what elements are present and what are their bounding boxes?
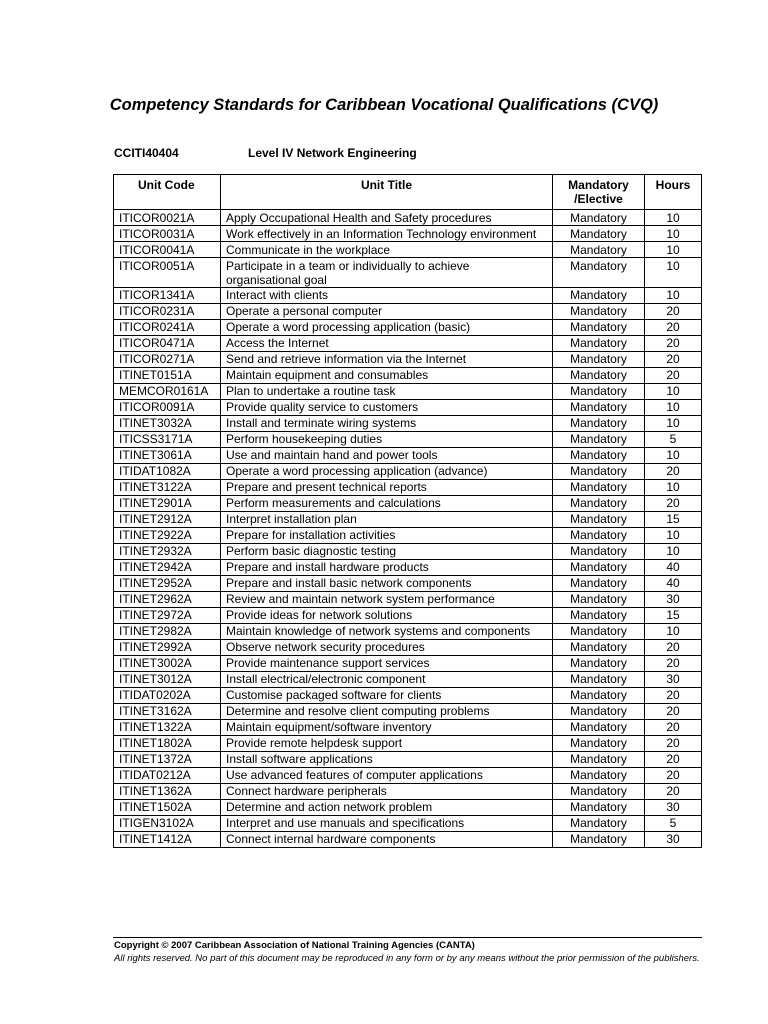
unit-code-cell: ITICOR1341A [114,287,221,303]
unit-title-cell: Perform housekeeping duties [221,431,553,447]
unit-title-cell: Maintain equipment/software inventory [221,719,553,735]
table-body [114,210,702,848]
hours-cell: 10 [645,383,702,399]
qualification-code: CCITI40404 [114,146,179,160]
hours-cell: 10 [645,210,702,226]
mandatory-elective-cell: Mandatory [553,671,645,687]
unit-code-cell: ITICOR0041A [114,242,221,258]
unit-code-cell: ITINET2932A [114,543,221,559]
unit-title-cell: Send and retrieve information via the Internet [221,351,553,367]
unit-title-cell: Interpret and use manuals and specifications [221,815,553,831]
mandatory-elective-cell: Mandatory [553,623,645,639]
table-row [114,258,702,288]
table-row [114,319,702,335]
mandatory-elective-cell: Mandatory [553,210,645,226]
table-row [114,287,702,303]
header-unit-title: Unit Title [221,175,553,210]
unit-title-cell: Provide remote helpdesk support [221,735,553,751]
mandatory-elective-cell: Mandatory [553,639,645,655]
unit-title-cell: Provide maintenance support services [221,655,553,671]
header-mandatory: Mandatory [568,178,629,192]
mandatory-elective-cell: Mandatory [553,751,645,767]
hours-cell: 20 [645,367,702,383]
hours-cell: 15 [645,511,702,527]
unit-code-cell: ITINET3002A [114,655,221,671]
mandatory-elective-cell: Mandatory [553,258,645,288]
unit-code-cell: ITINET1362A [114,783,221,799]
unit-title-cell: Plan to undertake a routine task [221,383,553,399]
unit-code-cell: ITINET3012A [114,671,221,687]
table-row [114,703,702,719]
unit-title-cell: Use advanced features of computer applications [221,767,553,783]
hours-cell: 20 [645,719,702,735]
hours-cell: 20 [645,655,702,671]
mandatory-elective-cell: Mandatory [553,479,645,495]
table-row [114,815,702,831]
mandatory-elective-cell: Mandatory [553,242,645,258]
unit-title-cell: Operate a personal computer [221,303,553,319]
mandatory-elective-cell: Mandatory [553,575,645,591]
unit-title-cell: Maintain knowledge of network systems and components [221,623,553,639]
unit-code-cell: ITICOR0231A [114,303,221,319]
unit-code-cell: ITINET0151A [114,367,221,383]
table-row [114,335,702,351]
hours-cell: 20 [645,319,702,335]
unit-title-cell: Determine and resolve client computing problems [221,703,553,719]
hours-cell: 10 [645,447,702,463]
table-row [114,447,702,463]
table-row [114,527,702,543]
unit-title-cell: Use and maintain hand and power tools [221,447,553,463]
hours-cell: 10 [645,415,702,431]
unit-code-cell: ITINET1802A [114,735,221,751]
unit-title-cell: Prepare for installation activities [221,527,553,543]
hours-cell: 10 [645,258,702,288]
table-row [114,671,702,687]
unit-title-cell: Interact with clients [221,287,553,303]
unit-code-cell: ITINET2912A [114,511,221,527]
unit-title-cell: Prepare and present technical reports [221,479,553,495]
hours-cell: 30 [645,591,702,607]
hours-cell: 40 [645,559,702,575]
table-row [114,831,702,847]
mandatory-elective-cell: Mandatory [553,831,645,847]
unit-title-cell: Apply Occupational Health and Safety procedures [221,210,553,226]
mandatory-elective-cell: Mandatory [553,799,645,815]
table-row [114,383,702,399]
unit-code-cell: ITINET3032A [114,415,221,431]
hours-cell: 20 [645,639,702,655]
unit-code-cell: ITICOR0471A [114,335,221,351]
unit-title-cell: Perform measurements and calculations [221,495,553,511]
mandatory-elective-cell: Mandatory [553,735,645,751]
unit-title-cell: Access the Internet [221,335,553,351]
table-row [114,767,702,783]
rights-notice: All rights reserved. No part of this document may be reproduced in any form or by any means without the prior permission of the publishers. [114,953,700,964]
table-row [114,242,702,258]
unit-title-cell: Determine and action network problem [221,799,553,815]
table-row [114,799,702,815]
unit-title-cell: Prepare and install hardware products [221,559,553,575]
hours-cell: 20 [645,495,702,511]
mandatory-elective-cell: Mandatory [553,303,645,319]
hours-cell: 20 [645,751,702,767]
table-row [114,415,702,431]
unit-code-cell: ITIDAT0212A [114,767,221,783]
table-row [114,543,702,559]
footer-divider [113,937,702,938]
table-row [114,655,702,671]
table-row [114,559,702,575]
table-row [114,591,702,607]
mandatory-elective-cell: Mandatory [553,719,645,735]
unit-title-cell: Operate a word processing application (advance) [221,463,553,479]
hours-cell: 30 [645,671,702,687]
unit-code-cell: ITINET2982A [114,623,221,639]
table-row [114,687,702,703]
hours-cell: 40 [645,575,702,591]
mandatory-elective-cell: Mandatory [553,226,645,242]
hours-cell: 20 [645,303,702,319]
hours-cell: 20 [645,463,702,479]
unit-code-cell: ITINET3122A [114,479,221,495]
unit-code-cell: ITICOR0051A [114,258,221,288]
mandatory-elective-cell: Mandatory [553,495,645,511]
unit-code-cell: ITINET2922A [114,527,221,543]
unit-title-cell: Work effectively in an Information Technology environment [221,226,553,242]
unit-code-cell: ITIDAT0202A [114,687,221,703]
hours-cell: 20 [645,703,702,719]
mandatory-elective-cell: Mandatory [553,607,645,623]
unit-title-cell: Maintain equipment and consumables [221,367,553,383]
mandatory-elective-cell: Mandatory [553,447,645,463]
table-row [114,735,702,751]
unit-code-cell: ITIGEN3102A [114,815,221,831]
mandatory-elective-cell: Mandatory [553,367,645,383]
table-row [114,607,702,623]
hours-cell: 10 [645,226,702,242]
hours-cell: 20 [645,783,702,799]
unit-code-cell: ITINET3061A [114,447,221,463]
hours-cell: 30 [645,831,702,847]
header-hours: Hours [645,175,702,210]
unit-title-cell: Operate a word processing application (basic) [221,319,553,335]
unit-code-cell: ITINET1372A [114,751,221,767]
mandatory-elective-cell: Mandatory [553,415,645,431]
table-row [114,495,702,511]
unit-code-cell: ITIDAT1082A [114,463,221,479]
unit-title-cell: Connect hardware peripherals [221,783,553,799]
header-elective: /Elective [574,192,623,206]
hours-cell: 20 [645,335,702,351]
unit-title-cell: Customise packaged software for clients [221,687,553,703]
table-row [114,751,702,767]
qualification-level: Level IV Network Engineering [248,146,417,160]
unit-code-cell: ITINET2992A [114,639,221,655]
document-title: Competency Standards for Caribbean Vocational Qualifications (CVQ) [109,96,659,114]
unit-code-cell: ITICOR0021A [114,210,221,226]
mandatory-elective-cell: Mandatory [553,399,645,415]
header-mandatory-elective [553,175,645,210]
mandatory-elective-cell: Mandatory [553,431,645,447]
qualification-line [114,146,417,160]
unit-code-cell: ITICOR0241A [114,319,221,335]
unit-title-cell: Provide quality service to customers [221,399,553,415]
hours-cell: 20 [645,767,702,783]
mandatory-elective-cell: Mandatory [553,463,645,479]
unit-code-cell: ITINET2952A [114,575,221,591]
table-row [114,351,702,367]
mandatory-elective-cell: Mandatory [553,543,645,559]
hours-cell: 15 [645,607,702,623]
table-row [114,463,702,479]
unit-title-cell: Install electrical/electronic component [221,671,553,687]
mandatory-elective-cell: Mandatory [553,783,645,799]
hours-cell: 5 [645,431,702,447]
unit-code-cell: ITINET2972A [114,607,221,623]
unit-code-cell: ITICSS3171A [114,431,221,447]
unit-title-cell: Communicate in the workplace [221,242,553,258]
hours-cell: 10 [645,287,702,303]
hours-cell: 10 [645,479,702,495]
unit-code-cell: ITINET1502A [114,799,221,815]
unit-title-cell: Participate in a team or individually to achieve organisational goal [221,258,553,288]
unit-title-cell: Perform basic diagnostic testing [221,543,553,559]
mandatory-elective-cell: Mandatory [553,703,645,719]
table-row [114,511,702,527]
table-header-row [114,175,702,210]
table-row [114,303,702,319]
unit-code-cell: ITINET2901A [114,495,221,511]
unit-title-cell: Install and terminate wiring systems [221,415,553,431]
mandatory-elective-cell: Mandatory [553,511,645,527]
unit-code-cell: ITICOR0271A [114,351,221,367]
mandatory-elective-cell: Mandatory [553,335,645,351]
header-unit-code: Unit Code [114,175,221,210]
mandatory-elective-cell: Mandatory [553,383,645,399]
unit-code-cell: ITICOR0031A [114,226,221,242]
hours-cell: 10 [645,527,702,543]
unit-title-cell: Interpret installation plan [221,511,553,527]
unit-title-cell: Install software applications [221,751,553,767]
hours-cell: 10 [645,242,702,258]
unit-title-cell: Prepare and install basic network components [221,575,553,591]
table-row [114,575,702,591]
table-row [114,226,702,242]
hours-cell: 20 [645,351,702,367]
hours-cell: 10 [645,543,702,559]
mandatory-elective-cell: Mandatory [553,287,645,303]
table-row [114,783,702,799]
units-table [113,174,702,848]
unit-title-cell: Provide ideas for network solutions [221,607,553,623]
hours-cell: 20 [645,687,702,703]
mandatory-elective-cell: Mandatory [553,351,645,367]
hours-cell: 5 [645,815,702,831]
unit-code-cell: ITINET3162A [114,703,221,719]
unit-code-cell: ITINET2942A [114,559,221,575]
unit-code-cell: ITINET2962A [114,591,221,607]
table-row [114,399,702,415]
hours-cell: 10 [645,623,702,639]
hours-cell: 30 [645,799,702,815]
table-row [114,719,702,735]
table-row [114,210,702,226]
hours-cell: 20 [645,735,702,751]
mandatory-elective-cell: Mandatory [553,527,645,543]
unit-title-cell: Connect internal hardware components [221,831,553,847]
mandatory-elective-cell: Mandatory [553,815,645,831]
unit-code-cell: ITINET1322A [114,719,221,735]
mandatory-elective-cell: Mandatory [553,655,645,671]
unit-title-cell: Review and maintain network system performance [221,591,553,607]
table-row [114,367,702,383]
copyright-notice: Copyright © 2007 Caribbean Association of National Training Agencies (CANTA) [114,940,475,951]
table-row [114,431,702,447]
mandatory-elective-cell: Mandatory [553,687,645,703]
mandatory-elective-cell: Mandatory [553,591,645,607]
mandatory-elective-cell: Mandatory [553,319,645,335]
unit-code-cell: ITICOR0091A [114,399,221,415]
unit-title-cell: Observe network security procedures [221,639,553,655]
table-row [114,639,702,655]
mandatory-elective-cell: Mandatory [553,767,645,783]
mandatory-elective-cell: Mandatory [553,559,645,575]
hours-cell: 10 [645,399,702,415]
unit-code-cell: MEMCOR0161A [114,383,221,399]
table-row [114,479,702,495]
table-row [114,623,702,639]
unit-code-cell: ITINET1412A [114,831,221,847]
